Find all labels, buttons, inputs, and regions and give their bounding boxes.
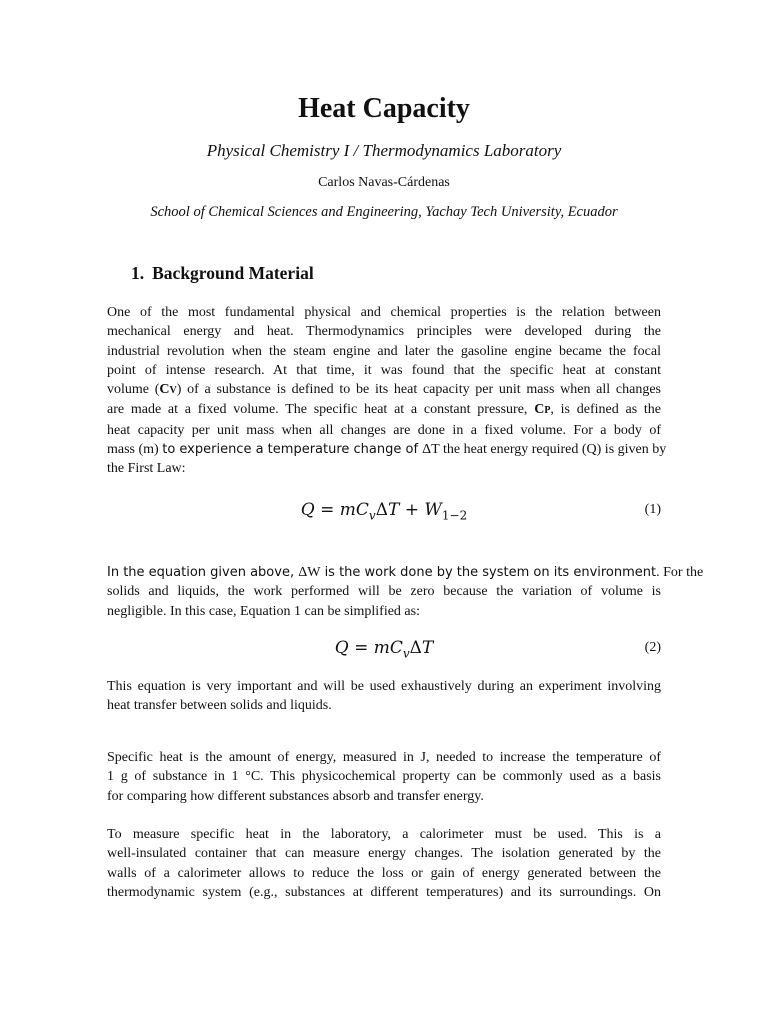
equation-formula: $Q = mC_v\Delta T$ [334,638,434,661]
paragraph-specific-heat [107,748,661,806]
paragraph-intro [107,303,667,479]
text-line: solids and liquids, the work performed will be zero because the variation of volume is [107,584,661,600]
equation-1 [107,497,661,523]
text-line: negligible. In this case, Equation 1 can be simplified as: [107,603,420,619]
text-line: Specific heat is the amount of energy, measured in J, needed to increase the temperature of [107,750,661,765]
text-fragment: ) of a substance is defined to be its heat capacity per unit mass when all changes [176,382,661,398]
author-affiliation: School of Chemical Sciences and Engineering, Yachay Tech University, Ecuador [150,204,618,220]
author-name: Carlos Navas-Cárdenas [318,175,450,190]
text-fragment: ΔT the heat energy required (Q) is given by [422,442,667,458]
text-line: 1 g of substance in 1 °C. This physicochemical property can be commonly used as a basis [107,769,661,785]
text-line: heat transfer between solids and liquids. [107,698,332,714]
text-line: industrial revolution when the steam engine and later the gasoline engine became the focal [107,343,661,359]
text-fragment: volume ( [107,382,160,398]
cv-symbol: CV [159,382,177,398]
equation-2 [107,635,661,661]
text-line: In the equation given above, ΔW is the work done by the system on its environment. For the [107,565,704,580]
equation-formula: $Q = mC_v\Delta T + W_{1-2}$ [300,500,468,523]
text-line: To measure specific heat in the laboratory, a calorimeter must be used. This is a [107,827,661,842]
text-line: walls of a calorimeter allows to reduce the loss or gain of energy generated between the [107,865,661,881]
text-line: thermodynamic system (e.g., substances at different temperatures) and its surroundings. On [107,884,661,900]
text-fragment: mass (m) [107,442,163,458]
text-line: mechanical energy and heat. Thermodynamics principles were developed during the [107,324,661,340]
text-line: heat capacity per unit mass when all changes are done in a fixed volume. For a body of [107,422,661,438]
text-line: One of the most fundamental physical and chemical properties is the relation between [107,305,661,320]
text-line: for comparing how different substances absorb and transfer energy. [107,788,484,804]
paragraph-calorimeter [107,825,661,902]
text-line [107,380,661,400]
paragraph-importance [107,677,661,716]
text-line: the First Law: [107,461,186,477]
text-line [107,400,661,420]
section-heading-background [131,262,314,284]
text-fragment: are made at a fixed volume. The specific heat at a constant pressure, [107,402,535,418]
text-line: well-insulated container that can measure energy changes. The isolation generated by the [107,846,661,862]
text-line: point of intense research. At that time, it was found that the specific heat at constant [107,362,661,378]
section-title: Background Material [152,263,314,283]
cp-symbol: CP [534,402,551,418]
document-subtitle: Physical Chemistry I / Thermodynamics Laboratory [206,141,562,160]
text-fragment: to experience a temperature change of [162,442,423,458]
document-title: Heat Capacity [298,93,470,124]
equation-number: (2) [644,640,661,655]
text-line [107,440,667,459]
text-fragment: , is defined as the [550,402,661,418]
section-number: 1. [131,263,145,283]
text-line: This equation is very important and will be used exhaustively during an experiment involving [107,679,661,694]
paragraph-equation-explanation [107,563,704,621]
equation-number: (1) [644,502,661,517]
